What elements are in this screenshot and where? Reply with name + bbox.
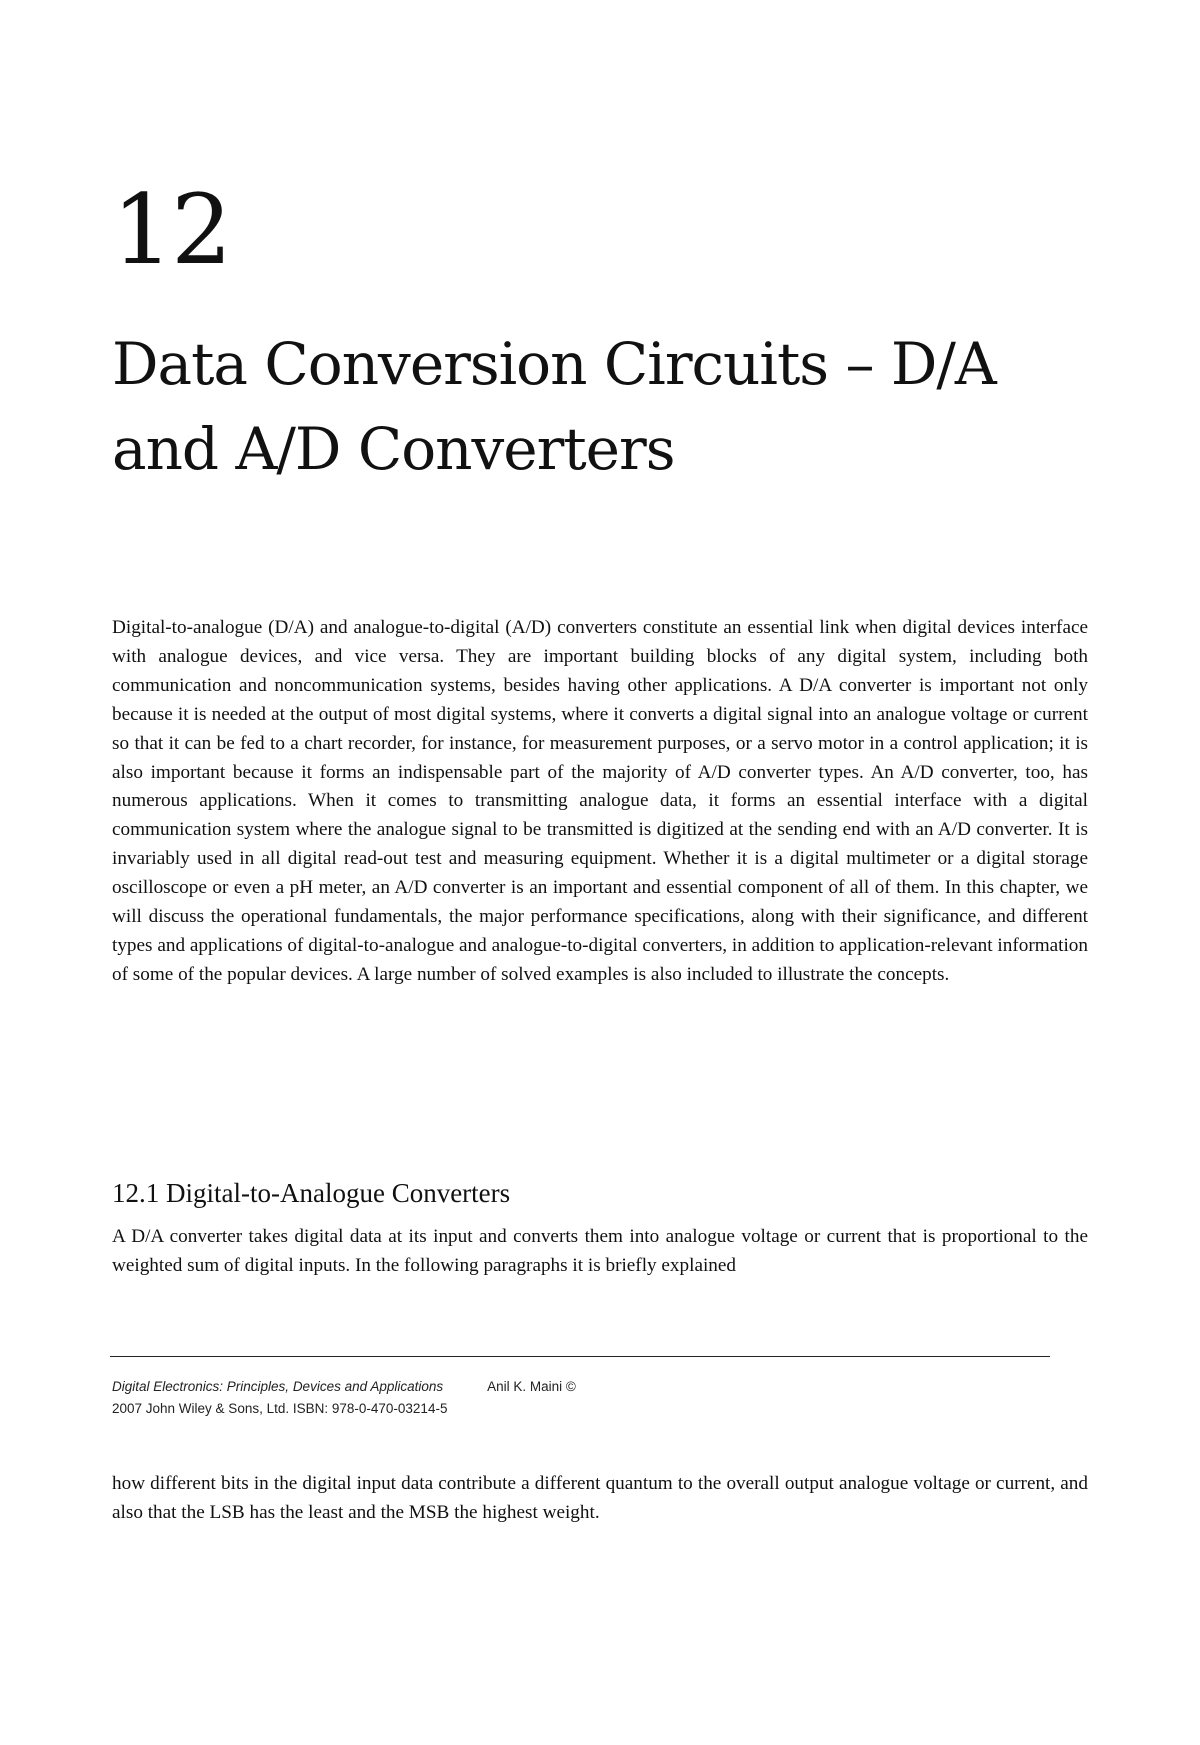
footnote-book-title: Digital Electronics: Principles, Devices and Applications [112, 1379, 444, 1394]
footnote-divider [110, 1356, 1050, 1357]
chapter-number: 12 [112, 174, 231, 286]
section-heading: 12.1 Digital-to-Analogue Converters [112, 1178, 511, 1208]
copyright-footnote [112, 1376, 672, 1420]
section-paragraph: A D/A converter takes digital data at its input and converts them into analogue voltage or current that is proportional to the weighted sum of digital inputs. In the following paragraphs it is briefly explained [112, 1226, 1088, 1276]
intro-paragraph: Digital-to-analogue (D/A) and analogue-to-digital (A/D) converters constitute an essential link when digital devices interface with analogue devices, and vice versa. They are important building blocks of any digital system, including both communication and noncommunication systems, besides having other applications. A D/A converter is important not only because it is needed at the output of most digital systems, where it converts a digital signal into an analogue voltage or current so that it can be fed to a chart recorder, for instance, for measurement purposes, or a servo motor in a control application; it is also important because it forms an indispensable part of the majority of A/D converter types. An A/D converter, too, has numerous applications. When it comes to transmitting analogue data, it forms an essential interface with a digital communication system where the analogue signal to be transmitted is digitized at the sending end with an A/D converter. It is invariably used in all digital read-out test and measuring equipment. Whether it is a digital multimeter or a digital storage oscilloscope or even a pH meter, an A/D converter is an important and essential component of all of them. In this chapter, we will discuss the operational fundamentals, the major performance specifications, along with their significance, and different types and applications of digital-to-analogue and analogue-to-digital converters, in addition to application-relevant information of some of the popular devices. A large number of solved examples is also included to illustrate the concepts. [112, 617, 1088, 985]
chapter-title: Data Conversion Circuits – D/A and A/D Converters [112, 330, 996, 483]
continuation-paragraph: how different bits in the digital input data contribute a different quantum to the overall output analogue voltage or current, and also that the LSB has the least and the MSB the highest weight. [112, 1473, 1088, 1523]
footnote-publisher: 2007 John Wiley & Sons, Ltd. ISBN: 978-0-470-03214-5 [112, 1401, 448, 1416]
footnote-author: Anil K. Maini © [487, 1379, 576, 1394]
